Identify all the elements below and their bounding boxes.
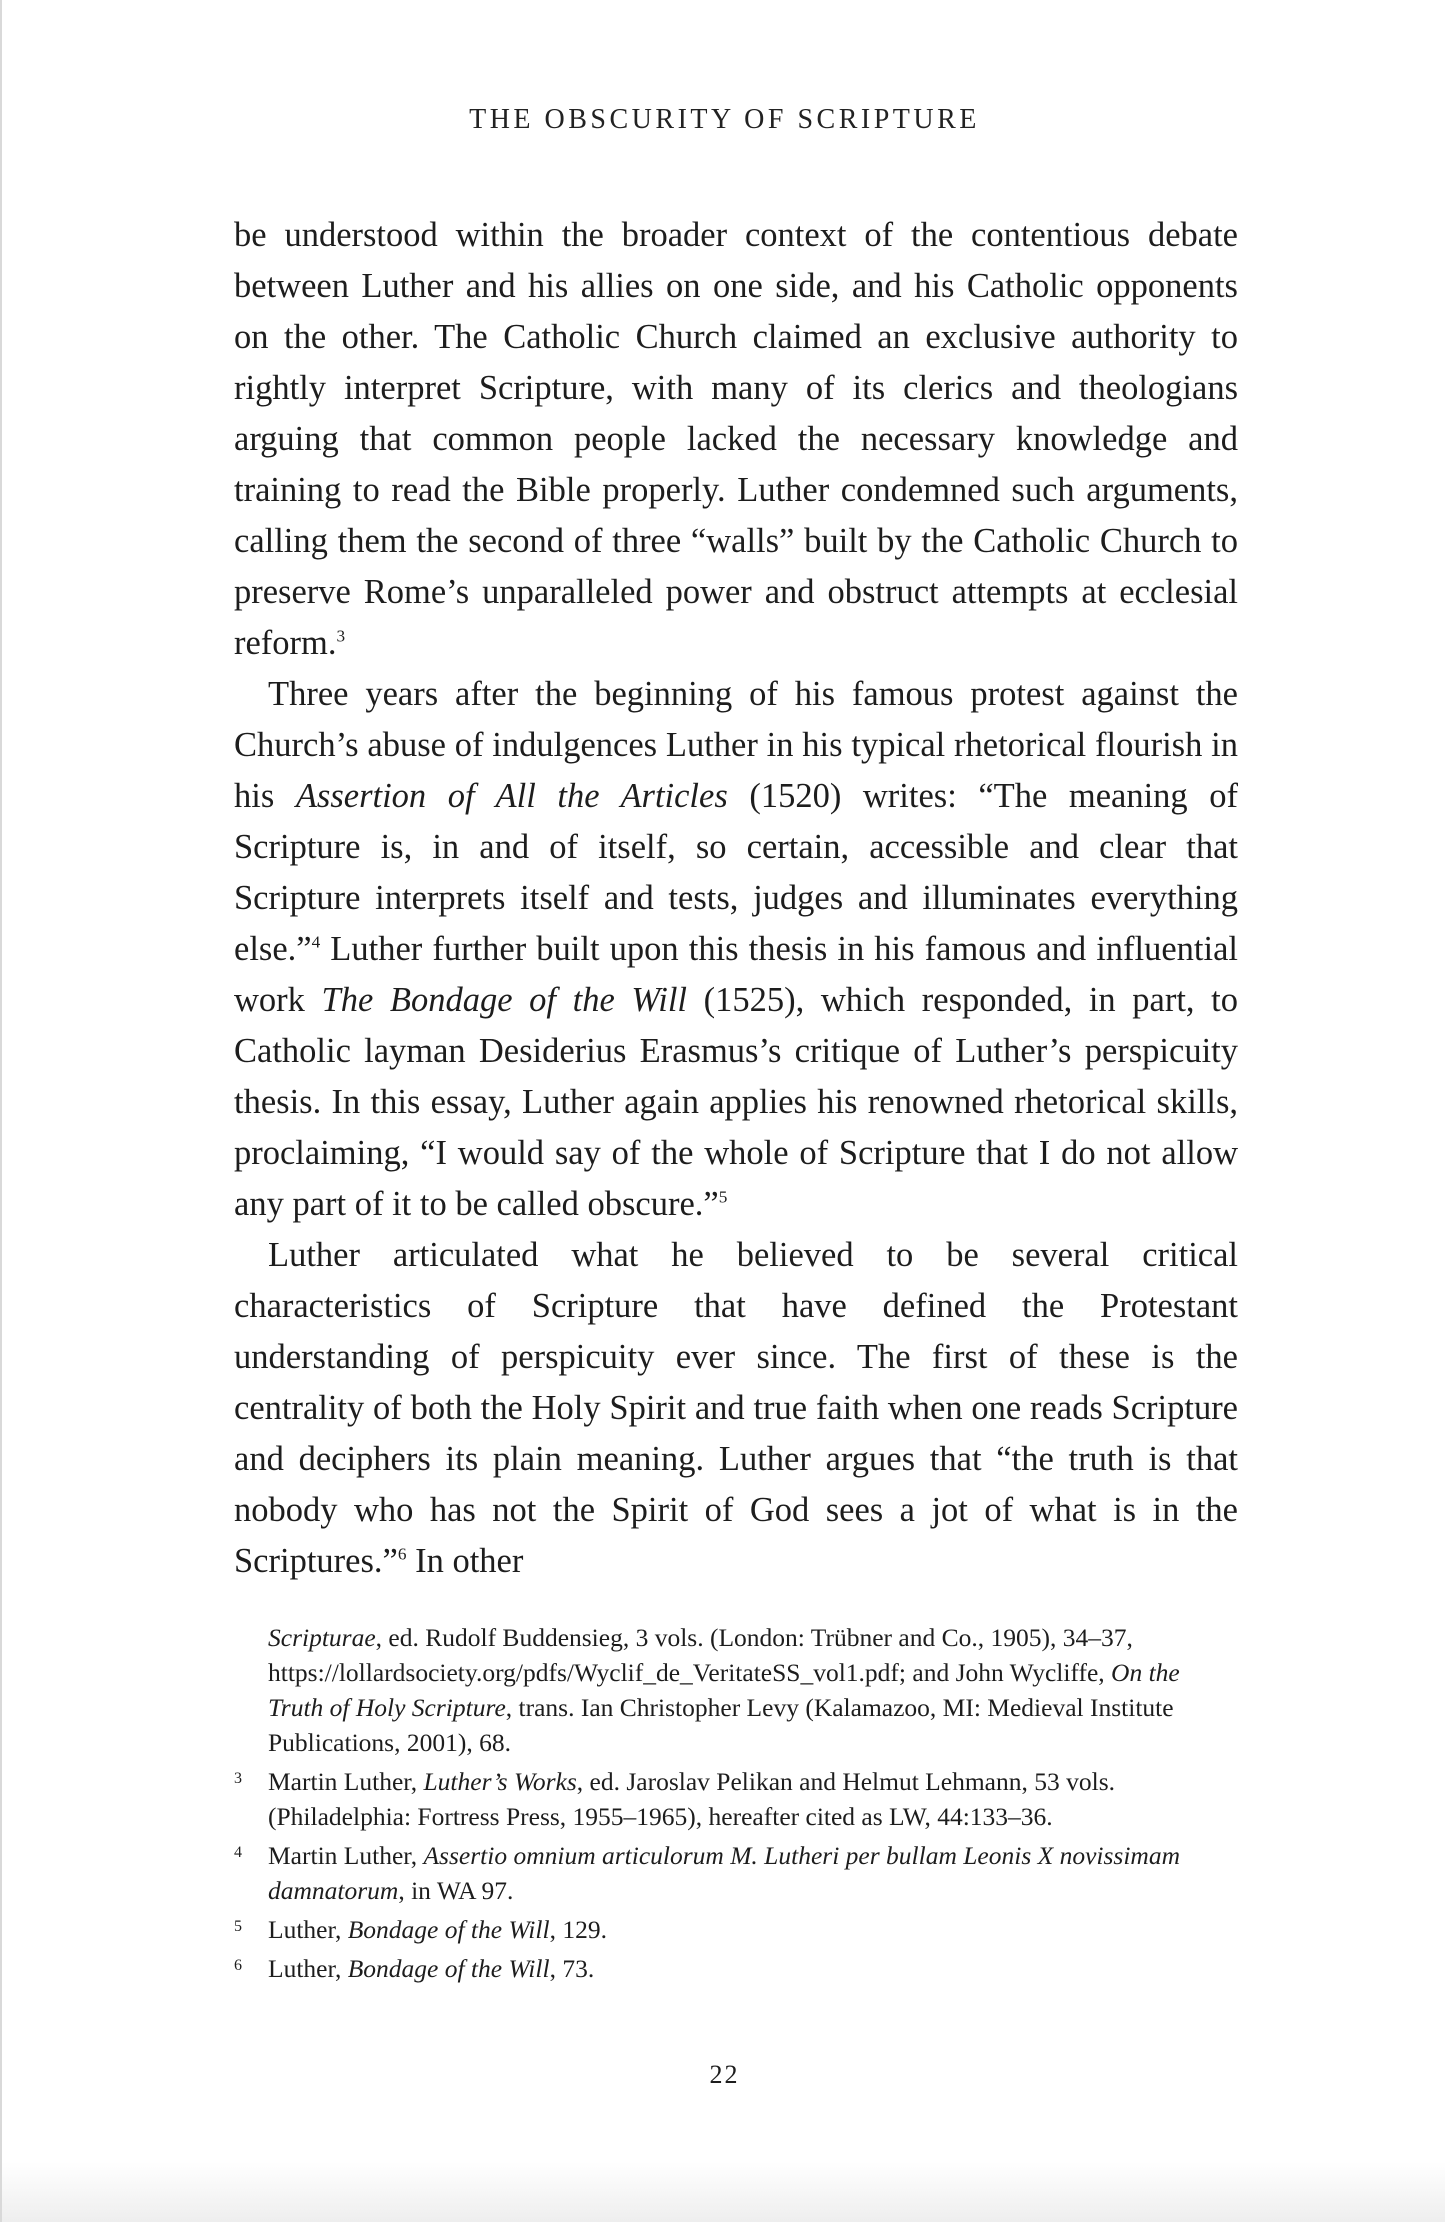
paragraph-1-text: be understood within the broader context of the contentious debate between Luther and his allies on one side, and his Catholic opponents on the other. The Catholic Church claimed an exclusive authority to rightly interpret Scripture, with many of its clerics and theologians arguing that common people lacked the necessary knowledge and training to read the Bible properly. Luther condemned such arguments, calling them the second of three “walls” built by the Catholic Church to preserve Rome’s unparalleled power and obstruct attempts at ecclesial reform. bbox=[234, 216, 1238, 662]
footnote-continuation bbox=[234, 1620, 1238, 1760]
footnote-cont-text-2: , trans. Ian Christopher Levy (Kalamazoo, MI: Medieval Institute Publications, 2001), 68. bbox=[268, 1693, 1174, 1757]
footnote-5-text-b: , 129. bbox=[549, 1915, 607, 1944]
footnote-3-text-a: Martin Luther, bbox=[268, 1767, 424, 1796]
footnote-6-text-b: , 73. bbox=[549, 1954, 595, 1983]
footnote-4-number: 4 bbox=[234, 1844, 242, 1861]
footnote-ref-4: 4 bbox=[311, 932, 321, 952]
footnote-5 bbox=[234, 1912, 1238, 1947]
footnote-4 bbox=[234, 1838, 1238, 1908]
footnote-5-number: 5 bbox=[234, 1918, 242, 1935]
paragraph-2-text-b: (1520) writes: “The meaning of Scripture is, in and of itself, so certain, accessible and clear that Scripture interprets itself and tests, judges and illuminates everything else.” bbox=[234, 777, 1238, 968]
paragraph-3-text-b: In other bbox=[406, 1542, 524, 1580]
footnote-6-text-a: Luther, bbox=[268, 1954, 348, 1983]
page-number: 22 bbox=[709, 2060, 740, 2089]
footnote-cont-title-2: On the Truth of Holy Scripture bbox=[268, 1658, 1180, 1722]
paragraph-2-text-d: (1525), which responded, in part, to Catholic layman Desiderius Erasmus’s critique of Luther’s perspicuity thesis. In this essay, Luther again applies his renowned rhetorical skills, proclaiming, “I would say of the whole of Scripture that I do not allow any part of it to be called obscure.” bbox=[234, 981, 1239, 1223]
paragraph-2 bbox=[234, 669, 1238, 1230]
footnote-6-number: 6 bbox=[234, 1957, 242, 1974]
footnote-4-title: Assertio omnium articulorum M. Lutheri per bullam Leonis X novissimam damnatorum bbox=[268, 1841, 1180, 1905]
paragraph-2-text-a: Three years after the beginning of his famous protest against the Church’s abuse of indulgences Luther in his typical rhetorical flourish in his bbox=[234, 675, 1238, 815]
paragraph-1 bbox=[234, 210, 1238, 669]
running-head: THE OBSCURITY OF SCRIPTURE bbox=[469, 104, 980, 135]
footnote-ref-3: 3 bbox=[336, 626, 346, 646]
paragraph-3 bbox=[234, 1230, 1238, 1587]
footnote-5-text-a: Luther, bbox=[268, 1915, 348, 1944]
footnotes bbox=[234, 1620, 1238, 1990]
book-title-bondage: The Bondage of the Will bbox=[321, 981, 687, 1019]
footnote-3 bbox=[234, 1764, 1238, 1834]
body-text bbox=[234, 210, 1238, 1587]
footnote-3-title: Luther’s Works bbox=[423, 1767, 577, 1796]
footnote-cont-text-1: , ed. Rudolf Buddensieg, 3 vols. (London: Trübner and Co., 1905), 34–37, https://lollardsociety.org/pdfs/Wyclif_de_VeritateSS_vol1.pdf; and John Wycliffe, bbox=[268, 1623, 1133, 1687]
footnote-3-number: 3 bbox=[234, 1770, 242, 1787]
footnote-5-title: Bondage of the Will bbox=[347, 1915, 550, 1944]
footnote-3-text-b: , ed. Jaroslav Pelikan and Helmut Lehmann, 53 vols. (Philadelphia: Fortress Press, 1955–1965), hereafter cited as LW, 44:133–36. bbox=[268, 1767, 1115, 1831]
footnote-6-title: Bondage of the Will bbox=[347, 1954, 550, 1983]
footnote-4-text-a: Martin Luther, bbox=[268, 1841, 424, 1870]
footnote-6 bbox=[234, 1951, 1238, 1986]
footnote-cont-title-1: Scripturae bbox=[268, 1623, 376, 1652]
paragraph-3-text-a: Luther articulated what he believed to be several critical characteristics of Scripture that have defined the Protestant understanding of perspicuity ever since. The first of these is the centrality of both the Holy Spirit and true faith when one reads Scripture and deciphers its plain meaning. Luther argues that “the truth is that nobody who has not the Spirit of God sees a jot of what is in the Scriptures.” bbox=[234, 1236, 1238, 1580]
footnote-ref-6: 6 bbox=[397, 1544, 407, 1564]
book-title-assertion: Assertion of All the Articles bbox=[295, 777, 728, 815]
footnote-4-text-b: , in WA 97. bbox=[398, 1876, 514, 1905]
page-bottom-shade bbox=[2, 2162, 1445, 2222]
paragraph-2-text-c: Luther further built upon this thesis in his famous and influential work bbox=[234, 930, 1238, 1019]
footnote-ref-5: 5 bbox=[718, 1187, 728, 1207]
